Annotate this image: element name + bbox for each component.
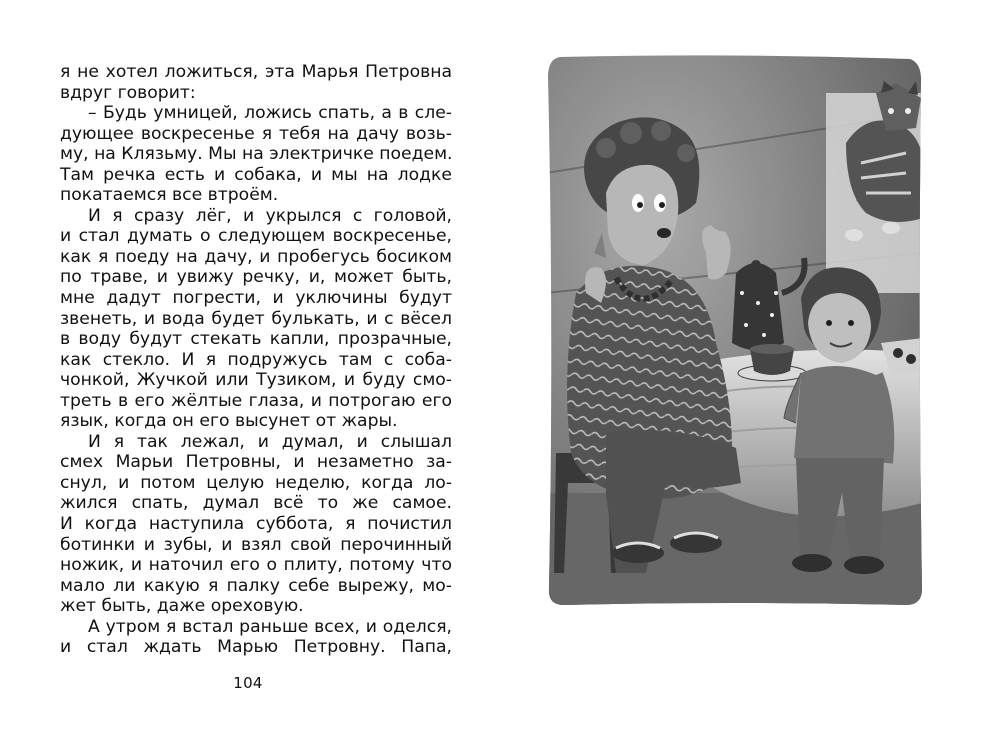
text-line: и стал думать о следующем воскресенье, bbox=[60, 226, 452, 247]
text-line: как стекло. И я подружусь там с соба- bbox=[60, 349, 452, 370]
text-line: И я так лежал, и думал, и слышал bbox=[88, 431, 452, 452]
text-line: покатаемся все втроём. bbox=[60, 185, 279, 206]
text-line: по траве, и увижу речку, и, может быть, bbox=[60, 267, 452, 288]
text-line: и стал ждать Марью Петровну. Папа, bbox=[60, 637, 452, 658]
text-line: дующее воскресенье я тебя на дачу возь- bbox=[60, 123, 452, 144]
illustration bbox=[546, 53, 923, 607]
text-line: я не хотел ложиться, эта Марья Петровна bbox=[60, 62, 452, 82]
text-column bbox=[60, 62, 452, 658]
text-line: И когда наступила суббота, я почистил bbox=[60, 514, 452, 535]
text-line: смех Марьи Петровны, и незаметно за- bbox=[60, 452, 452, 473]
text-line: мне дадут погрести, и уключины будут bbox=[60, 288, 452, 309]
text-line: А утром я встал раньше всех, и оделся, bbox=[88, 616, 452, 637]
text-line: вдруг говорит: bbox=[60, 82, 196, 103]
text-line: И я сразу лёг, и укрылся с головой, bbox=[88, 205, 452, 226]
text-line: ножик, и наточил его о плиту, потому что bbox=[60, 555, 452, 576]
text-line: жет быть, даже ореховую. bbox=[60, 596, 304, 617]
text-line: ботинки и зубы, и взял свой перочинный bbox=[60, 534, 452, 555]
text-line: му, на Клязьму. Мы на электричке поедем. bbox=[60, 144, 453, 165]
text-line: жился спать, думал всё то же самое. bbox=[60, 493, 452, 514]
text-line: Там речка есть и собака, и мы на лодке bbox=[60, 164, 452, 185]
page-number: 104 bbox=[233, 674, 263, 692]
text-line: чонкой, Жучкой или Тузиком, и буду смо- bbox=[60, 370, 452, 391]
text-line: язык, когда он его высунет от жары. bbox=[60, 411, 398, 432]
text-line: как я поеду на дачу, и пробегусь босиком bbox=[60, 246, 452, 267]
text-line: мало ли какую я палку себе вырежу, мо- bbox=[60, 575, 452, 596]
text-line: треть в его жёлтые глаза, и потрогаю его bbox=[60, 390, 452, 411]
text-line: снул, и потом целую неделю, когда ло- bbox=[60, 472, 452, 493]
text-line: звенеть, и вода будет булькать, и с вёсел bbox=[60, 308, 452, 329]
text-line: в воду будут стекать капли, прозрачные, bbox=[60, 329, 452, 350]
text-line: – Будь умницей, ложись спать, а в сле- bbox=[88, 103, 452, 124]
